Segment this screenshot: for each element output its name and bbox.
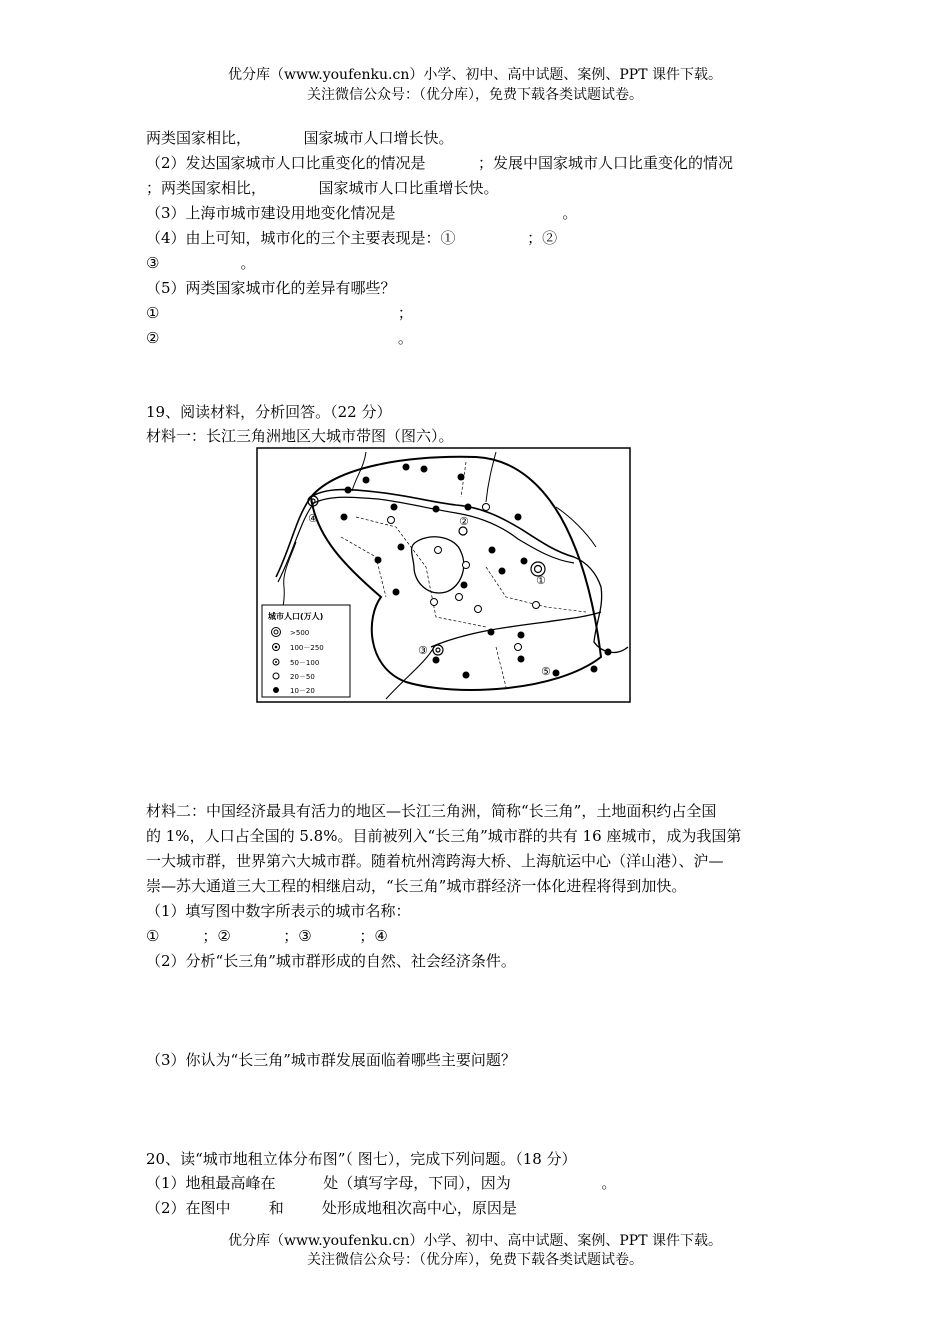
q19-question-3: （3）你认为“长三角”城市群发展面临着哪些主要问题？ — [146, 1051, 516, 1069]
q19-material-2-line-2: 的 1%，人口占全国的 5.8%。目前被列入“长三角”城市群的共有 16 座城市，成为我国第 — [146, 827, 742, 845]
legend-item-1: >500 — [290, 629, 310, 637]
legend-item-3: 50－100 — [290, 659, 320, 667]
footer-line-2: 关注微信公众号：（优分库），免费下载各类试题试卷。 — [307, 1252, 643, 1268]
q18-line-9: ② 。 — [146, 329, 413, 347]
q18-line-1: 两类国家相比， 国家城市人口增长快。 — [146, 129, 454, 147]
q18-line-8: ① ； — [146, 304, 413, 322]
q19-material-2-line-1: 材料二：中国经济最具有活力的地区—长江三角洲，简称“长三角”，土地面积约占全国 — [146, 802, 717, 820]
map-label-4: ④ — [308, 512, 318, 525]
q19-question-1: （1）填写图中数字所表示的城市名称： — [146, 902, 411, 920]
q20-question-1: （1）地租最高峰在 处（填写字母，下同），因为 。 — [146, 1174, 617, 1192]
q18-line-6: ③ 。 — [146, 254, 256, 272]
map-label-3: ③ — [418, 644, 428, 657]
legend-title: 城市人口(万人) — [268, 612, 324, 621]
q18-line-4: （3）上海市城市建设用地变化情况是 。 — [146, 204, 578, 222]
footer-line-1: 优分库（www.youfenku.cn）小学、初中、高中试题、案例、PPT 课件下载。 — [227, 1233, 722, 1249]
q19-material-2-line-4: 崇—苏大通道三大工程的相继启动，“长三角”城市群经济一体化进程将得到加快。 — [146, 877, 687, 895]
map-label-2: ② — [459, 515, 469, 528]
q19-question-1-blanks: ① ；② ；③ ；④ — [146, 927, 388, 945]
q20-question-2: （2）在图中 和 处形成地租次高中心，原因是 — [146, 1199, 517, 1217]
legend-item-5: 10－20 — [290, 687, 315, 695]
header-line-2: 关注微信公众号：（优分库），免费下载各类试题试卷。 — [307, 87, 643, 103]
q18-line-2: （2）发达国家城市人口比重变化的情况是 ；发展中国家城市人口比重变化的情况 — [146, 154, 733, 172]
q19-question-2: （2）分析“长三角”城市群形成的自然、社会经济条件。 — [146, 952, 516, 970]
q19-material-2-line-3: 一大城市群，世界第六大城市群。随着杭州湾跨海大桥、上海航运中心（洋山港）、沪— — [146, 852, 724, 870]
yangtze-delta-map — [256, 447, 631, 703]
legend-item-2: 100－250 — [290, 644, 324, 652]
q19-title: 19、阅读材料，分析回答。（22 分） — [146, 403, 392, 421]
map-label-1: ① — [536, 574, 546, 587]
q18-line-3: ；两类国家相比， 国家城市人口比重增长快。 — [146, 179, 499, 197]
q20-title: 20、读“城市地租立体分布图”（ 图七），完成下列问题。（18 分） — [146, 1150, 577, 1168]
header-line-1: 优分库（www.youfenku.cn）小学、初中、高中试题、案例、PPT 课件下载。 — [227, 67, 722, 83]
q18-line-7: （5）两类国家城市化的差异有哪些？ — [146, 279, 396, 297]
q19-material-1: 材料一：长江三角洲地区大城市带图（图六）。 — [146, 427, 454, 445]
q18-line-5: （4）由上可知，城市化的三个主要表现是：① ；② — [146, 229, 558, 247]
map-label-5: ⑤ — [541, 665, 551, 678]
legend-item-4: 20－50 — [290, 673, 315, 681]
